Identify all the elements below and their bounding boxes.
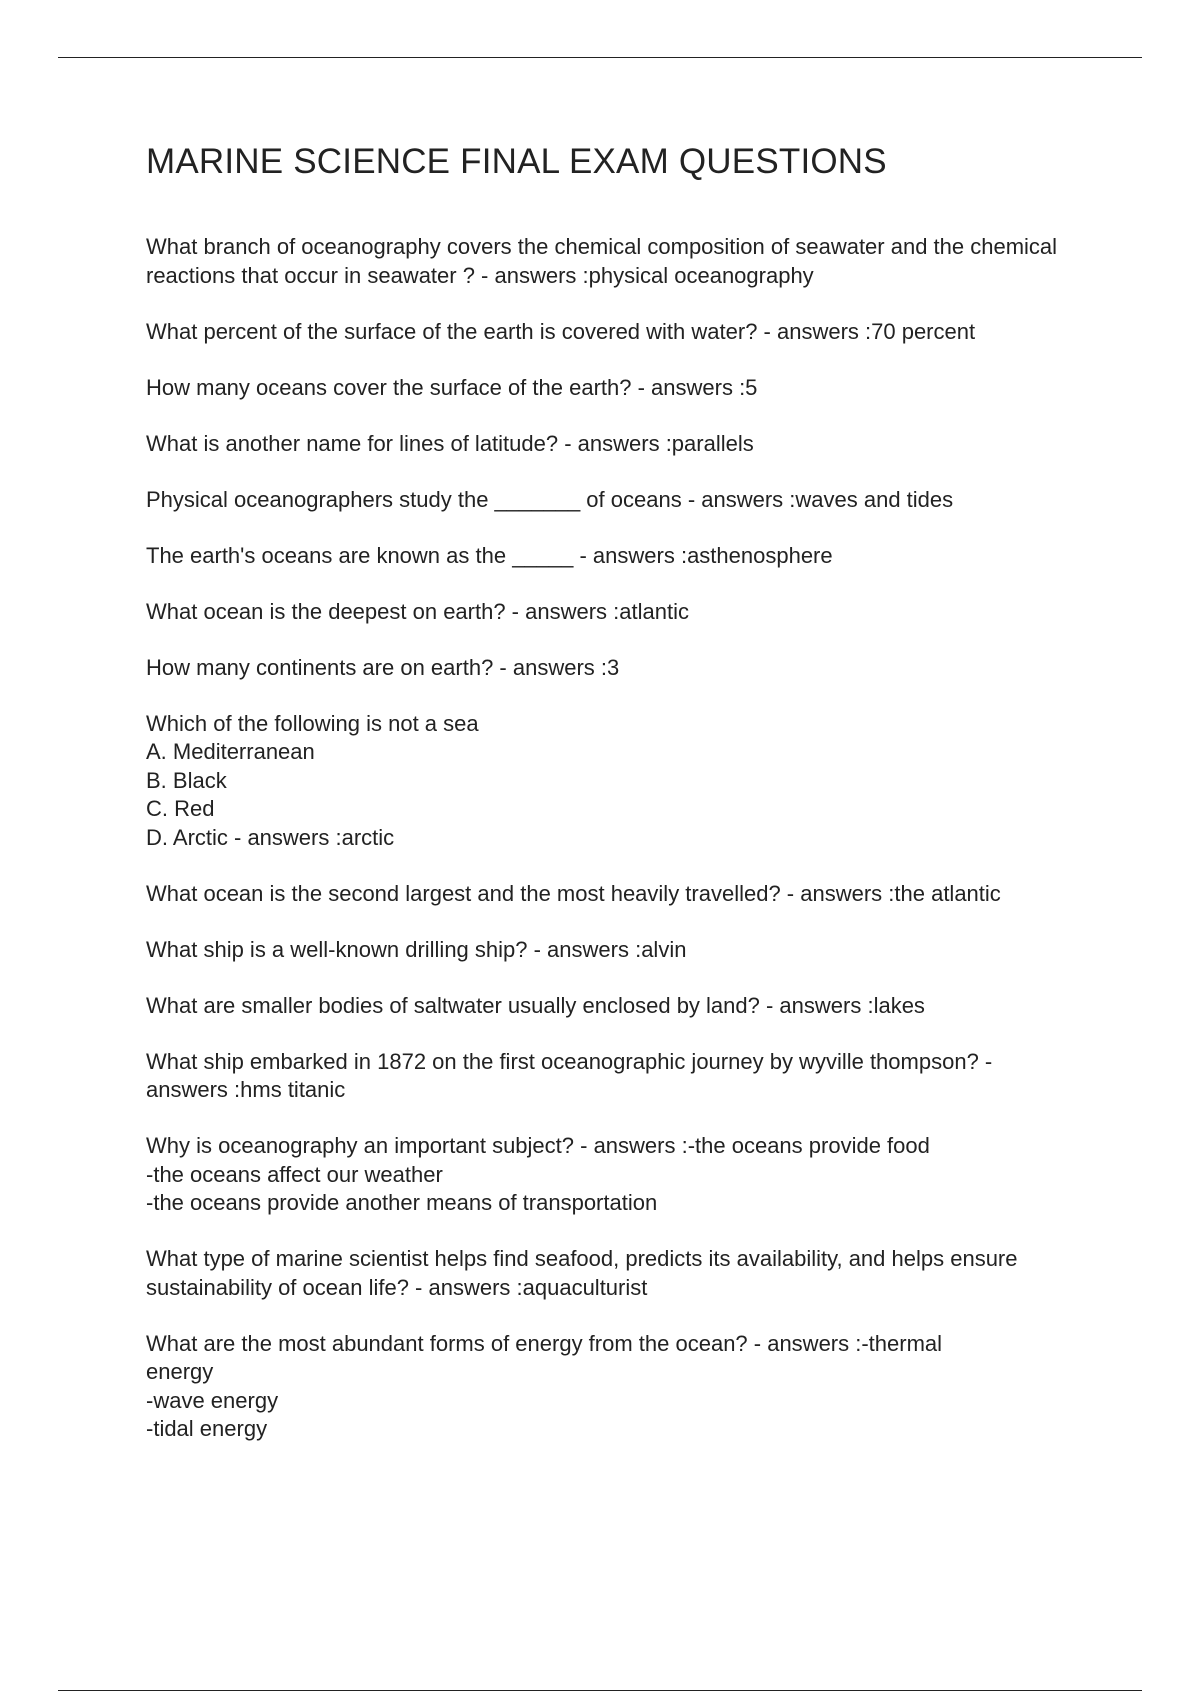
question-item: What are smaller bodies of saltwater usually enclosed by land? - answers :lakes <box>146 992 925 1018</box>
question-item: What is another name for lines of latitude? - answers :parallels <box>146 430 754 456</box>
document-body <box>146 140 1106 1471</box>
question-item: How many oceans cover the surface of the earth? - answers :5 <box>146 374 758 400</box>
header-divider <box>58 57 1142 58</box>
question-item: Why is oceanography an important subject? - answers :-the oceans provide food -the oceans affect our weather -the oceans provide another means of transportation <box>146 1133 930 1215</box>
question-item: What ocean is the deepest on earth? - answers :atlantic <box>146 598 689 624</box>
document-title: MARINE SCIENCE FINAL EXAM QUESTIONS <box>146 142 887 181</box>
footer-divider <box>58 1690 1142 1691</box>
question-item: What are the most abundant forms of energy from the ocean? - answers :-thermal energy -wave energy -tidal energy <box>146 1330 943 1441</box>
question-item: How many continents are on earth? - answers :3 <box>146 654 620 680</box>
question-item: What branch of oceanography covers the chemical composition of seawater and the chemical reactions that occur in seawater ? - answers :physical oceanography <box>146 234 1058 288</box>
question-item: Physical oceanographers study the _______ of oceans - answers :waves and tides <box>146 486 954 512</box>
question-item: What ocean is the second largest and the most heavily travelled? - answers :the atlantic <box>146 880 1001 906</box>
question-item: What ship is a well-known drilling ship? - answers :alvin <box>146 936 687 962</box>
question-item: What type of marine scientist helps find seafood, predicts its availability, and helps ensure sustainability of ocean life? - answers :aquaculturist <box>146 1246 1018 1300</box>
question-list <box>146 233 1106 1444</box>
question-item: Which of the following is not a sea A. Mediterranean B. Black C. Red D. Arctic - answers :arctic <box>146 710 479 850</box>
question-item: What ship embarked in 1872 on the first oceanographic journey by wyville thompson? - answers :hms titanic <box>146 1048 993 1102</box>
question-item: The earth's oceans are known as the _____ - answers :asthenosphere <box>146 542 833 568</box>
question-item: What percent of the surface of the earth is covered with water? - answers :70 percent <box>146 318 976 344</box>
